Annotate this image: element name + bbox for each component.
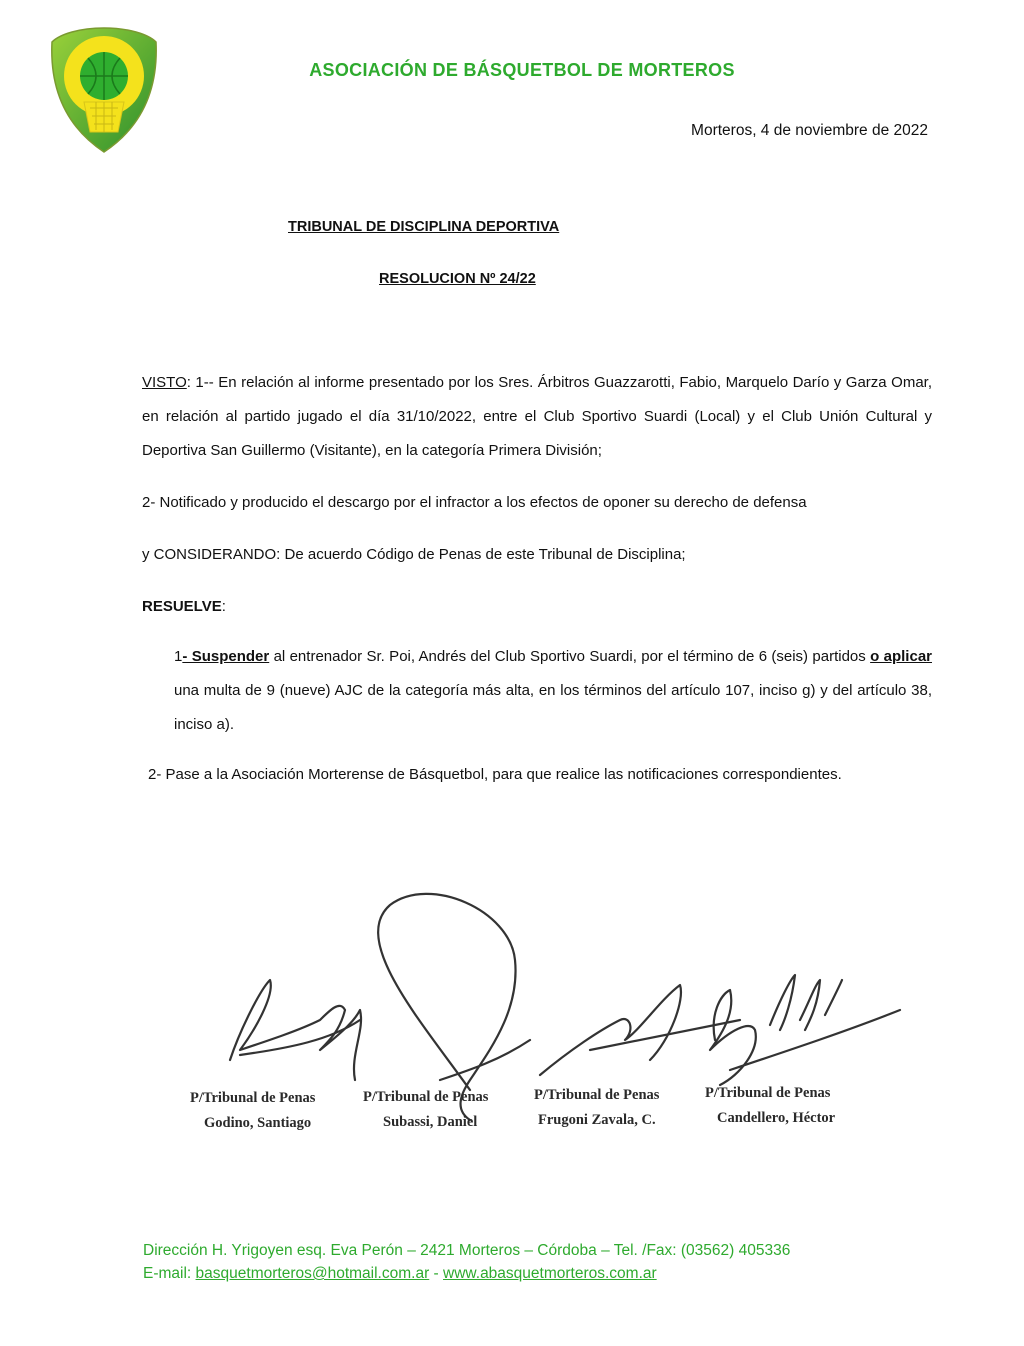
footer-separator: - xyxy=(429,1265,444,1282)
resolution-item-2: 2- Pase a la Asociación Morterense de Básquetbol, para que realice las notificaciones correspondientes. xyxy=(148,766,842,783)
signature-1-name: Godino, Santiago xyxy=(204,1115,312,1131)
tribunal-heading: TRIBUNAL DE DISCIPLINA DEPORTIVA xyxy=(288,219,560,235)
footer-address: Dirección H. Yrigoyen esq. Eva Perón – 2421 Morteros – Córdoba – Tel. /Fax: (03562) 405336 xyxy=(143,1242,791,1259)
email-link[interactable]: basquetmorteros@hotmail.com.ar xyxy=(195,1265,430,1282)
signature-4 xyxy=(705,1085,835,1127)
item-2-paragraph: 2- Notificado y producido el descargo por el infractor a los efectos de oponer su derecho de defensa xyxy=(142,494,807,511)
signature-4-role: P/Tribunal de Penas xyxy=(705,1085,831,1101)
r1-text-2: una multa de 9 (nueve) AJC de la categoría más alta, en los términos del artículo 107, inciso g) y del artículo 38, inciso a). xyxy=(174,682,932,733)
signature-2-name: Subassi, Daniel xyxy=(383,1114,478,1130)
r1-suspend: - Suspender xyxy=(182,648,270,665)
organization-title: ASOCIACIÓN DE BÁSQUETBOL DE MORTEROS xyxy=(309,60,735,80)
r1-number: 1 xyxy=(174,648,183,665)
signature-2 xyxy=(363,1089,488,1131)
footer xyxy=(143,1239,790,1285)
r1-text: al entrenador Sr. Poi, Andrés del Club Sportivo Suardi, por el término de 6 (seis) partidos xyxy=(269,648,871,665)
email-label: E-mail: xyxy=(143,1265,196,1282)
resuelve-heading xyxy=(142,590,932,624)
resolution-item-1 xyxy=(142,640,932,742)
signature-1-role: P/Tribunal de Penas xyxy=(190,1090,316,1106)
resuelve-colon: : xyxy=(221,598,226,615)
r1-apply: o aplicar xyxy=(870,648,932,665)
footer-contact xyxy=(143,1262,790,1285)
signature-3-name: Frugoni Zavala, C. xyxy=(538,1112,656,1128)
signature-3 xyxy=(534,1087,659,1129)
website-link[interactable]: www.abasquetmorteros.com.ar xyxy=(443,1265,657,1282)
signature-2-role: P/Tribunal de Penas xyxy=(363,1089,489,1105)
visto-label: VISTO xyxy=(142,374,187,391)
considerando-paragraph: y CONSIDERANDO: De acuerdo Código de Penas de este Tribunal de Disciplina; xyxy=(142,546,686,563)
signature-3-role: P/Tribunal de Penas xyxy=(534,1087,660,1103)
signatures-area xyxy=(170,880,910,1150)
resolution-body xyxy=(142,366,932,792)
visto-text: : 1-- En relación al informe presentado por los Sres. Árbitros Guazzarotti, Fabio, Marquelo Darío y Garza Omar, en relación al partido jugado el día 31/10/2022, entre el Club Sportivo Suardi (Local) y el Club Unión Cultural y Deportiva San Guillermo (Visitante), en la categoría Primera División; xyxy=(142,374,932,459)
signature-4-name: Candellero, Héctor xyxy=(717,1110,836,1126)
association-logo xyxy=(48,24,160,156)
resolution-heading: RESOLUCION Nº 24/22 xyxy=(379,271,536,287)
visto-paragraph xyxy=(142,366,932,468)
document-date: Morteros, 4 de noviembre de 2022 xyxy=(691,122,928,139)
signature-1 xyxy=(190,1090,315,1132)
resuelve-label: RESUELVE xyxy=(142,598,222,615)
